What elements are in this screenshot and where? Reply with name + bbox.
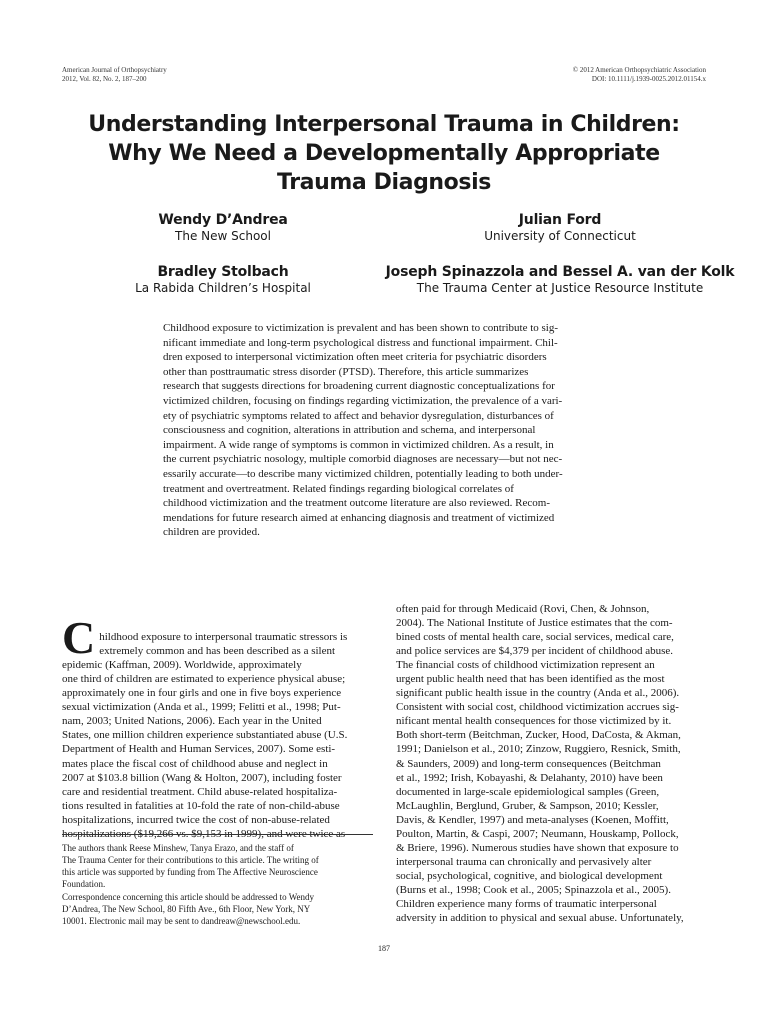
footnote-acknowledgment: The authors thank Reese Minshew, Tanya Erazo, and the staff of The Trauma Center for their contributions to this article. The writing of this article was supported by funding from The Affective Neuroscience Foundation. [62, 843, 319, 889]
abstract: Childhood exposure to victimization is prevalent and has been shown to contribute to sig- nificant immediate and long-term psychological distress and functional impairment. Chil- dren exposed to interpersonal victimization often meet criteria for psychiatric disorders other than posttraumatic stress disorder (PTSD). Therefore, this article summarizes research that suggests directions for broadening current diagnostic conceptualizations for victimized children, focusing on findings regarding victimization, the prevalence of a vari- ety of psychiatric symptoms related to affect and behavior dysregulation, disturbances of consciousness and cognition, alterations in attribution and schema, and interpersonal impairment. A wide range of symptoms is common in victimized children. As a result, in the current psychiatric nosology, multiple comorbid diagnoses are necessary—but not nec- essarily accurate—to describe many victimized children, potentially leading to both under- treatment and overtreatment. Related findings regarding biological correlates of childhood victimization and the treatment outcome literature are also reviewed. Recom- mendations for future research aimed at enhancing diagnosis and treatment of victimized children are provided. [163, 322, 563, 539]
author-affiliation: The New School [175, 229, 271, 243]
author-affiliation: University of Connecticut [484, 229, 636, 243]
author-block [148, 211, 298, 244]
author-affiliation: La Rabida Children’s Hospital [135, 281, 311, 295]
page-number: 187 [378, 944, 390, 953]
copyright-block [573, 66, 706, 84]
doi: DOI: 10.1111/j.1939-0025.2012.01154.x [591, 75, 706, 83]
copyright-notice: © 2012 American Orthopsychiatric Association [572, 66, 706, 74]
author-name: Joseph Spinazzola and Bessel A. van der Kolk [385, 264, 735, 280]
title-line-1: Understanding Interpersonal Trauma in Children: [88, 112, 680, 137]
journal-name: American Journal of Orthopsychiatry [62, 66, 167, 74]
drop-cap: C [62, 612, 96, 664]
journal-volume: 2012, Vol. 82, No. 2, 187–200 [62, 75, 147, 83]
footnote-divider [62, 834, 373, 835]
article-title [0, 110, 768, 197]
author-name: Bradley Stolbach [157, 264, 289, 280]
author-block [460, 211, 660, 244]
author-affiliation: The Trauma Center at Justice Resource Institute [416, 281, 704, 295]
body-column-right: often paid for through Medicaid (Rovi, Chen, & Johnson, 2004). The National Institute of Justice estimates that the com- bined costs of mental health care, social services, medical care, and police services are $4,379 per incident of childhood abuse. The financial costs of childhood victimization represent an urgent public health need that has been identified as the most significant public health issue in the country (Anda et al., 2006). Consistent with social cost, childhood victimization accrues sig- nificant mental health consequences for those victimized by it. Both short-term (Beitchman, Zucker, Hood, DaCosta, & Akman, 1991; Danielson et al., 2010; Zinzow, Ruggiero, Resnick, Smith, & Saunders, 2009) and long-term consequences (Beitchman et al., 1992; Irish, Kobayashi, & Delahanty, 2010) have been documented in large-scale epidemiological samples (Green, McLaughlin, Berglund, Gruber, & Sampson, 2010; Kessler, Davis, & Kendler, 1997) and meta-analyses (Koenen, Moffitt, Poulton, Martin, & Caspi, 2007; Neumann, Houskamp, Pollock, & Briere, 1996). Numerous studies have shown that exposure to interpersonal trauma can chronically and pervasively alter social, psychological, cognitive, and biological development (Burns et al., 1998; Cook et al., 2005; Spinazzola et al., 2005). Children experience many forms of traumatic interpersonal adversity in addition to physical and sexual abuse. Unfortunately, [396, 603, 684, 925]
journal-citation [62, 66, 167, 84]
title-line-2: Why We Need a Developmentally Appropriate [108, 141, 660, 166]
footnote-correspondence: Correspondence concerning this article should be addressed to Wendy D’Andrea, The New School, 80 Fifth Ave., 6th Floor, New York, NY 10001. Electronic mail may be sent to dandreaw@newschool.edu. [62, 892, 315, 926]
body-column-left [62, 602, 373, 841]
author-name: Julian Ford [518, 212, 602, 228]
author-block [382, 263, 738, 296]
author-block [128, 263, 318, 296]
body-text-left: hildhood exposure to interpersonal traumatic stressors is extremely common and has been described as a silent epidemic (Kaffman, 2009). Worldwide, approximately one third of children are estimated to experience physical abuse; approximately one in four girls and one in five boys experience sexual victimization (Anda et al., 1999; Felitti et al., 1998; Put- nam, 2003; United Nations, 2006). Each year in the United States, one million children experience substantiated abuse (U.S. Department of Health and Human Services, 2007). Some esti- mates place the fiscal cost of childhood abuse and neglect in 2007 at $103.8 billion (Wang & Holton, 2007), including foster care and residential treatment. Child abuse-related hospitaliza- tions resulted in fatalities at 10-fold the rate of non-child-abuse hospitalizations, incurred twice the cost of non-abuse-related hospitalizations ($19,266 vs. $9,153 in 1999), and were twice as [62, 631, 348, 840]
author-name: Wendy D’Andrea [158, 212, 288, 228]
title-line-3: Trauma Diagnosis [277, 170, 491, 195]
